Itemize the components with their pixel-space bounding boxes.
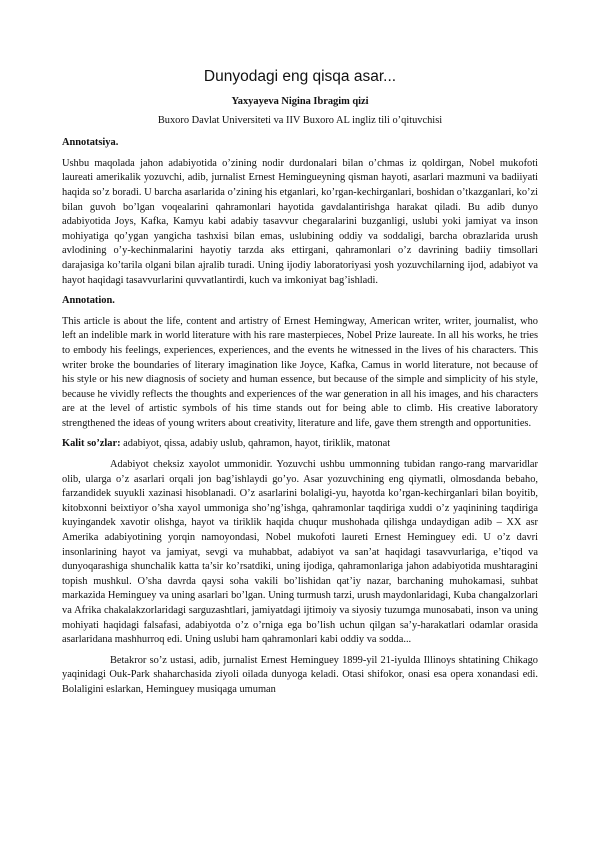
author-name: Yaxyayeva Nigina Ibragim qizi: [231, 96, 369, 107]
page-title: Dunyodagi eng qisqa asar...: [203, 68, 397, 85]
author-affiliation: Buxoro Davlat Universiteti va IIV Buxoro AL ingliz tili o’qituvchisi: [157, 114, 443, 126]
body-paragraph-2: Betakror so’z ustasi, adib, jurnalist Ernest Heminguey 1899-yil 21-iyulda Illinoys shtatining Chikago yaqinidagi Ouk-Park shaharchasida ziyoli oilada dunyoga keladi. Otasi shifokor, onasi esa opera xonandasi edi. Bolaligini eslarkan, Heminguey musiqaga umuman: [62, 654, 538, 695]
keywords-line: [62, 437, 538, 452]
keywords-label: Kalit so’zlar:: [62, 438, 121, 450]
body-paragraph-1: Adabiyot cheksiz xayolot ummonidir. Yozuvchi ushbu ummonning tubidan rango-rang marvaridlar olib, ularga o’z asarlari orqali jon bag’ishlaydi go’yo. Asar yozuvchining eng qiymatli, olmosdanda bebaho, farzandidek suyukli xazinasi hisoblanadi. O’z asarlarini bolaligi-yu, hayotda ko’rgan-kechirganlari bilan boyitib, kitobxonni beixtiyor o’sha xayol ummoniga sho’ng’ishga, qahramonlar taqdiriga xuddi o’z yaqinining taqdiriga kuyingandek xavotir olishga, hayot va tiriklik haqida chuqur mushohada qilishga undaydigan adib – XX asr Amerika adabiyotining yorqin namoyondasi, Nobel mukofoti laureti Ernest Heminguey edi. U o’z davri insonlarining hayot va jamiyat, sevgi va muhabbat, adabiyot va san’at haqidagi tasavvurlariga, e’tiqod va dunyoqarashiga shunchalik katta ta’sir ko’rsatdiki, uning ijodiga, qahramonlariga jahon adabiyotida mushtaragini topish mushkul. O’sha davrda qaysi soha vakili bo’lishidan qat’iy nazar, barchaning muhokamasi, suhbat markazida Heminguey va uning asarlari bo’lgan. Uning turmush tarzi, urush maydonlaridagi, Kuba changalzorlari va Afrika chakalakzorlaridagi sarguzashtlari, jamiyatdagi ijtimoiy va siyosiy tuzumga munosabati, inson va uning mohiyati haqidagi falsafasi, adabiyotda o’z o’rniga ega bo’lish uchun qilgan sa’y-harakatlari odamlar orasida asarlaridana mashhurroq edi. Uning uslubi ham qahramonlari kabi oddiy va sodda...: [62, 459, 538, 646]
keywords-text: adabiyot, qissa, adabiy uslub, qahramon, hayot, tiriklik, matonat: [120, 438, 391, 450]
annotatsiya-heading: Annotatsiya.: [62, 137, 119, 149]
annotation-text: This article is about the life, content and artistry of Ernest Hemingway, American writer, writer, journalist, who left an indelible mark in world literature with his rare masterpieces, Nobel Prize laureate. In all his works, he tries to embody his feelings, experiences, experiences, and the events he witnessed in the lives of his characters. This writer broke the boundaries of literary imagination like Joyce, Kafka, Camus in world literature, not because of his style or his new diagnosis of society and human essence, but because of the simple and simplicity of his style, because he vividly reflects the thoughts and experiences of the war generation in all his images, and his characters are at the level of artistic symbols of his time stands out for being able to climb. His creative laboratory strengthened the ideas of young writers about creativity, literature and life, gave them strength and opportunities.: [62, 315, 538, 429]
annotatsiya-text: Ushbu maqolada jahon adabiyotida o’zining nodir durdonalari bilan o’chmas iz qoldirgan, Nobel mukofoti laureati amerikalik yozuvchi, adib, jurnalist Ernest Hemingueyning qisman hayoti, asarlari mazmuni va badiiyati haqida so’z boradi. U barcha asarlarida o’zining his etganlari, ko’rgan-kechirganlari, boshidan o’tkazganlari, ko’zi bilan guvoh bo’lgan voqealarini qahramonlari hayotida gavdalantirishga harakat qiladi. Bu adib dunyo adabiyotida Joys, Kafka, Kamyu kabi adabiy tasavvur chegaralarini buzganligi, uslubi yoki jamiyat va inson mohiyatiga qo’ygan yangicha tashxisi bilan emas, uslubining oddiy va soddaligi, barcha obrazlarida urush avlodining o’y-kechinmalarini hayotiy tarzda aks ettirgani, qahramonlari o’z davrining badiiy timsollari darajasiga ko’tarila olgani bilan ajralib turadi. Uning ijodiy laboratoriyasi yosh yozuvchilarning ijod, adabiyot va hayot haqidagi tasavvurlarini quvvatlantirdi, kuch va imkoniyat bag’ishladi.: [62, 157, 538, 286]
annotation-heading: Annotation.: [62, 295, 115, 307]
